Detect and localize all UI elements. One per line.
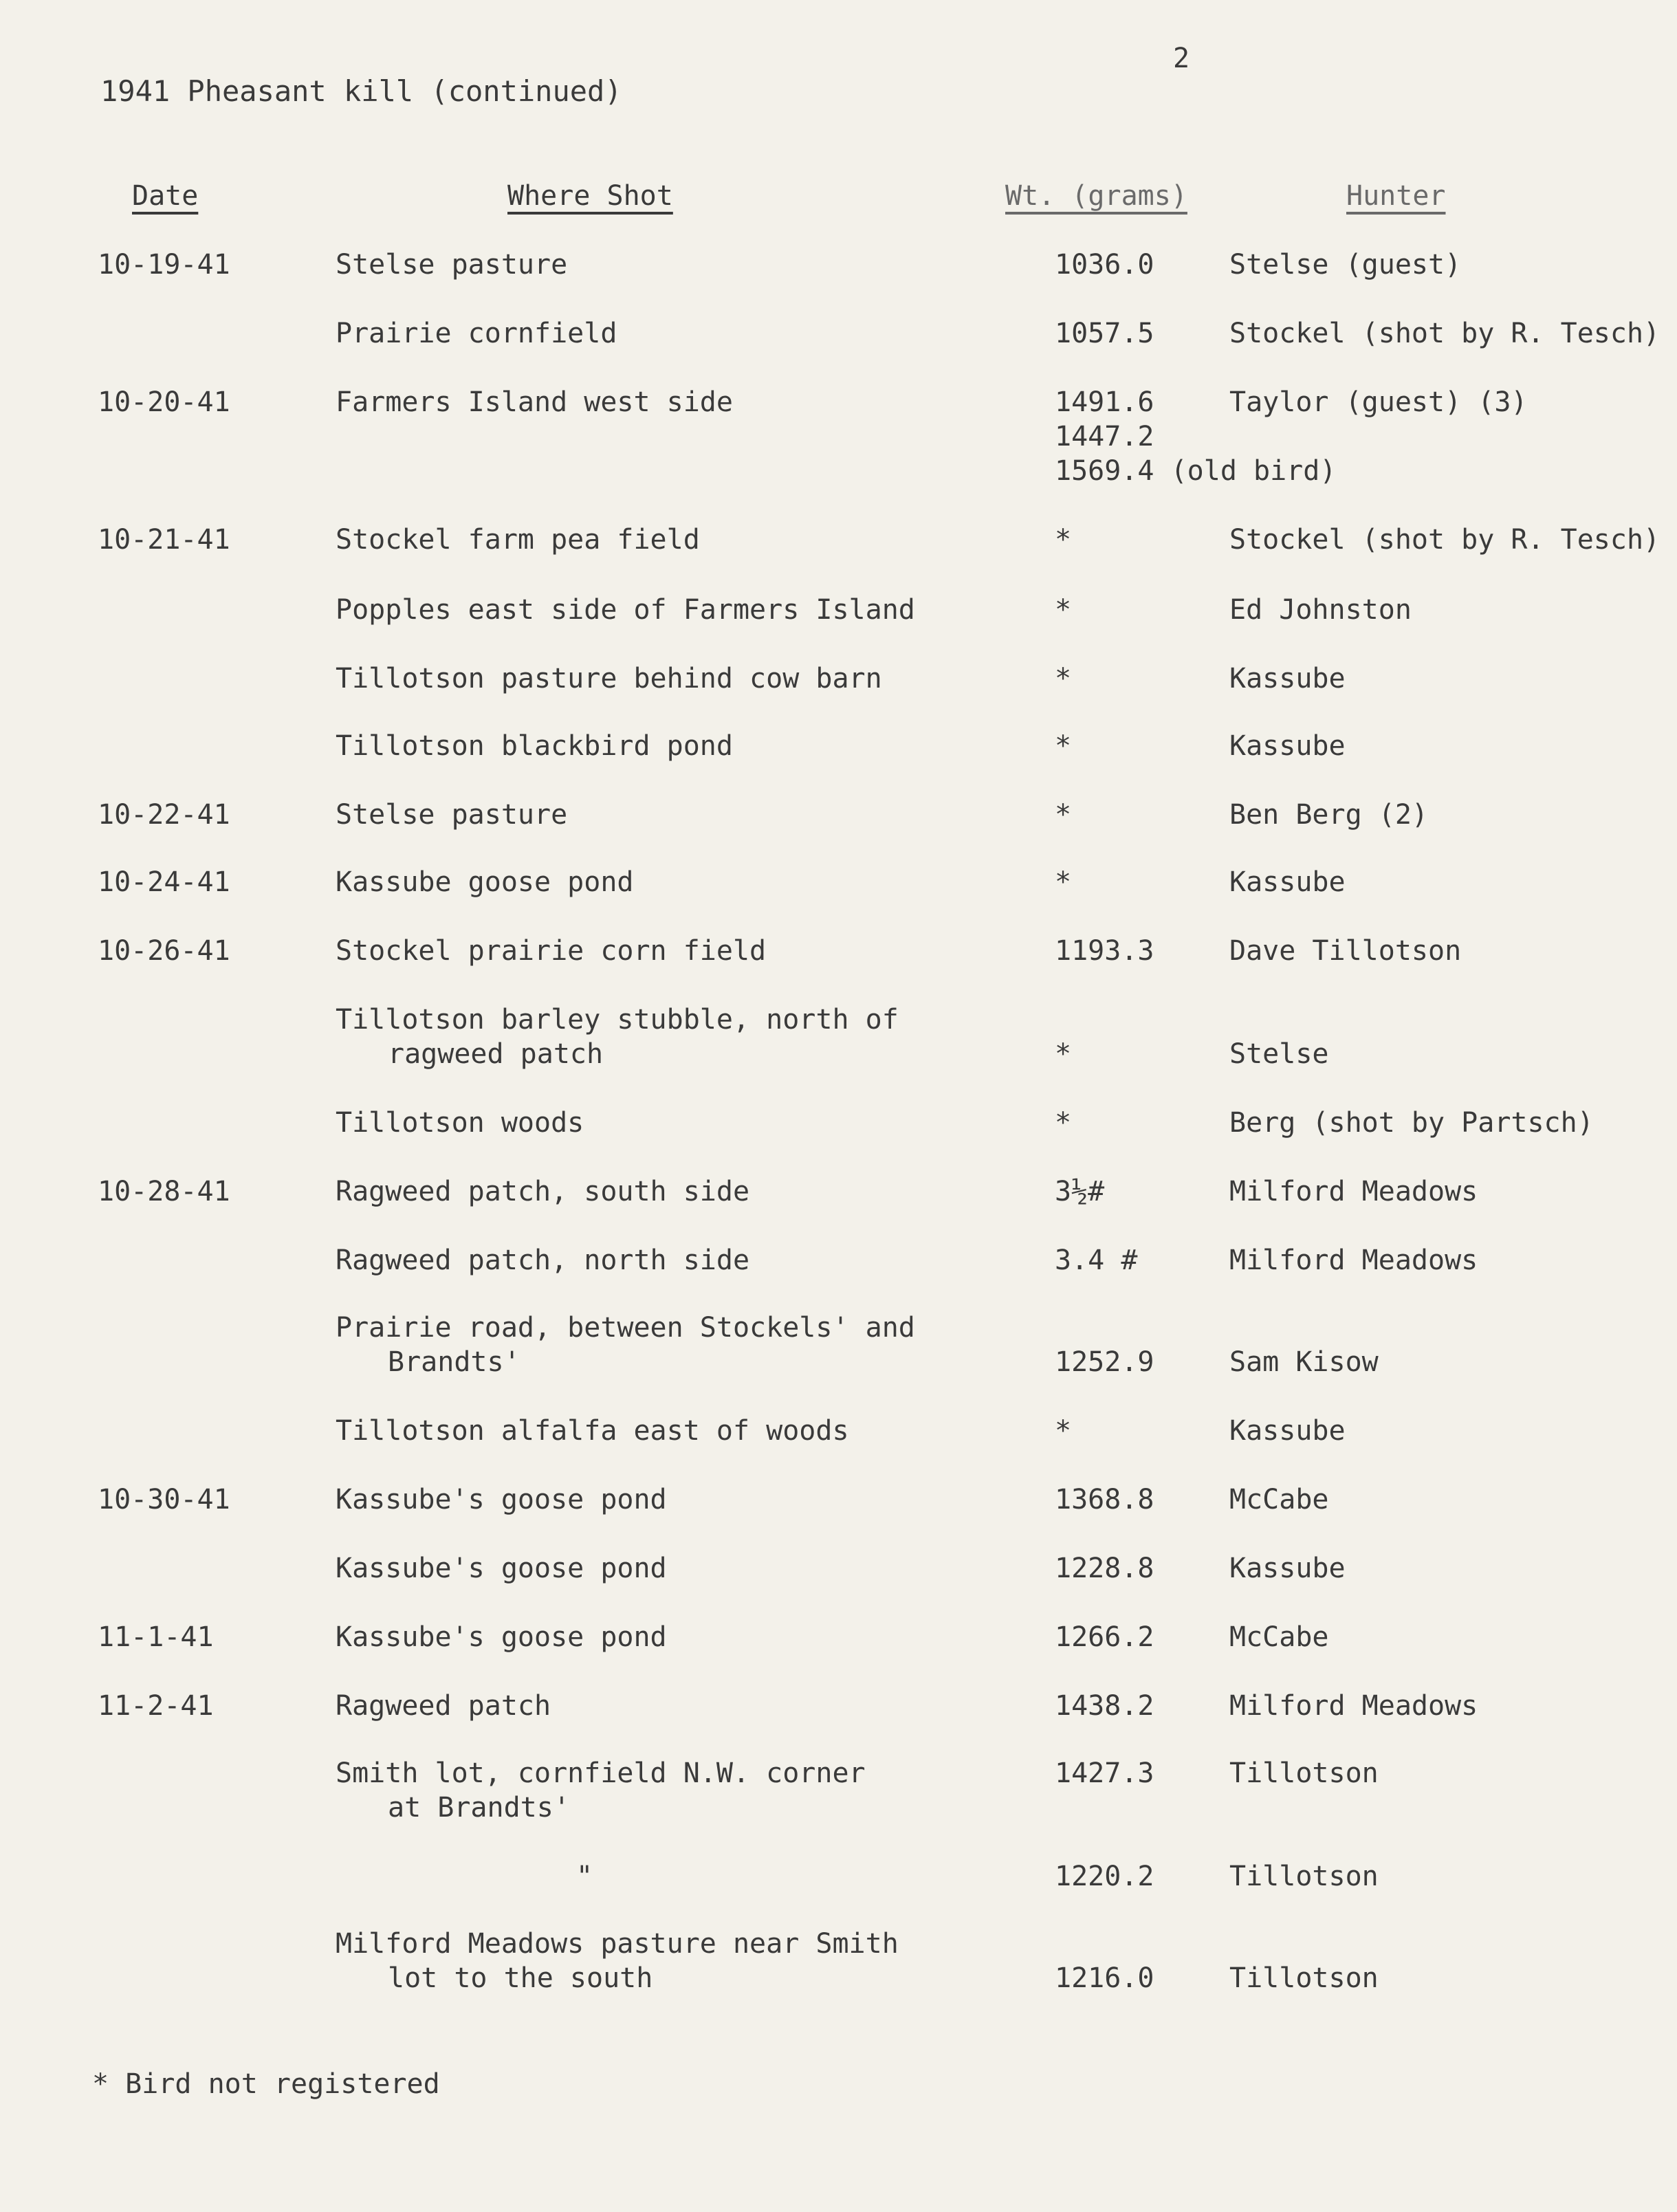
weight-value: * <box>1055 866 1072 898</box>
row-where-shot <box>336 1927 899 1995</box>
row-weight <box>1055 1174 1104 1209</box>
weight-value: * <box>1055 663 1072 694</box>
row-weight <box>1055 934 1154 968</box>
row-hunter: Ben Berg (2) <box>1229 799 1428 831</box>
row-where-shot <box>336 1174 749 1209</box>
row-hunter: Taylor (guest) (3) <box>1229 386 1528 418</box>
page-title: 1941 Pheasant kill (continued) <box>100 74 622 108</box>
row-date: 10-20-41 <box>98 386 230 418</box>
row-where-shot <box>336 1243 749 1278</box>
row-weight <box>1055 523 1071 557</box>
row-hunter: Berg (shot by Partsch) <box>1229 1107 1594 1139</box>
row-weight <box>1055 1620 1154 1654</box>
row-where-shot <box>336 523 700 557</box>
row-hunter: Tillotson <box>1229 1962 1379 1994</box>
page-number: 2 <box>1173 43 1190 74</box>
row-date: 10-19-41 <box>98 249 230 281</box>
row-date: 10-24-41 <box>98 866 230 898</box>
weight-value: 1057.5 <box>1055 318 1154 349</box>
where-line: Stockel farm pea field <box>336 524 700 556</box>
row-weight <box>1055 1859 1154 1894</box>
where-line: Tillotson alfalfa east of woods <box>336 1415 849 1447</box>
row-where-shot <box>336 1106 584 1140</box>
row-hunter: Kassube <box>1229 730 1346 762</box>
row-hunter: Stockel (shot by R. Tesch) <box>1229 524 1660 556</box>
weight-value: 1438.2 <box>1055 1690 1154 1722</box>
where-line: Prairie road, between Stockels' and <box>336 1312 915 1344</box>
row-where-shot <box>336 1414 849 1448</box>
row-weight <box>1055 1243 1137 1278</box>
row-hunter: McCabe <box>1229 1484 1329 1515</box>
row-where-shot <box>336 593 915 627</box>
row-weight <box>1055 1345 1154 1379</box>
where-line: Tillotson pasture behind cow barn <box>336 663 882 694</box>
weight-value: 1266.2 <box>1055 1621 1154 1653</box>
row-weight <box>1055 865 1071 899</box>
row-weight <box>1055 1106 1071 1140</box>
row-where-shot <box>336 798 567 832</box>
where-line: Milford Meadows pasture near Smith <box>336 1928 899 1960</box>
row-hunter: Milford Meadows <box>1229 1690 1478 1722</box>
row-hunter: Milford Meadows <box>1229 1176 1478 1207</box>
where-line: Ragweed patch, south side <box>336 1176 750 1207</box>
where-line: Kassube's goose pond <box>336 1553 667 1584</box>
row-where-shot <box>336 1311 915 1379</box>
row-hunter: Kassube <box>1229 1415 1346 1447</box>
row-hunter: Tillotson <box>1229 1757 1379 1789</box>
weight-value: * <box>1055 1038 1072 1070</box>
row-hunter: Stelse <box>1229 1038 1329 1070</box>
row-weight <box>1055 248 1154 282</box>
where-line: Popples east side of Farmers Island <box>336 594 915 626</box>
row-weight <box>1055 1551 1154 1586</box>
where-line: Ragweed patch <box>336 1690 551 1722</box>
weight-value: 1220.2 <box>1055 1861 1154 1892</box>
where-line: Prairie cornfield <box>336 318 617 349</box>
row-where-shot <box>336 934 766 968</box>
row-weight <box>1055 1756 1154 1791</box>
weight-value: 1036.0 <box>1055 249 1154 281</box>
where-line: Tillotson barley stubble, north of <box>336 1004 899 1036</box>
row-hunter: Kassube <box>1229 866 1346 898</box>
where-line: lot to the south <box>388 1962 653 1994</box>
where-line: Ragweed patch, north side <box>336 1245 750 1276</box>
where-line: Tillotson woods <box>336 1107 584 1139</box>
row-where-shot <box>336 1859 593 1894</box>
weight-value: * <box>1055 799 1072 831</box>
weight-value: 1193.3 <box>1055 935 1154 967</box>
header-weight: Wt. (grams) <box>1005 180 1187 212</box>
weight-value: * <box>1055 1107 1072 1139</box>
footnote: * Bird not registered <box>92 2068 440 2100</box>
row-where-shot <box>336 1689 551 1723</box>
header-date: Date <box>132 180 199 212</box>
row-where-shot <box>336 1551 667 1586</box>
row-hunter: Milford Meadows <box>1229 1245 1478 1276</box>
row-date: 10-26-41 <box>98 935 230 967</box>
where-line: Stelse pasture <box>336 249 568 281</box>
row-weight <box>1055 1961 1154 1995</box>
where-line: Farmers Island west side <box>336 386 733 418</box>
row-weight <box>1055 1689 1154 1723</box>
row-where-shot <box>336 661 882 696</box>
weight-value: * <box>1055 524 1072 556</box>
weight-value: 1228.8 <box>1055 1553 1154 1584</box>
row-weight <box>1055 798 1071 832</box>
row-weight <box>1055 316 1154 351</box>
weight-value: 3.4 # <box>1055 1245 1138 1276</box>
row-hunter: Dave Tillotson <box>1229 935 1462 967</box>
where-line: Kassube's goose pond <box>336 1484 667 1515</box>
row-hunter: Sam Kisow <box>1229 1346 1379 1378</box>
where-line: Kassube goose pond <box>336 866 634 898</box>
row-date: 11-1-41 <box>98 1621 214 1653</box>
row-weight <box>1055 593 1071 627</box>
where-line: ragweed patch <box>388 1038 604 1070</box>
row-where-shot <box>336 1620 667 1654</box>
weight-value: 1447.2 <box>1055 421 1154 452</box>
row-hunter: Ed Johnston <box>1229 594 1412 626</box>
row-hunter: Stockel (shot by R. Tesch) <box>1229 318 1660 349</box>
where-line: Smith lot, cornfield N.W. corner <box>336 1757 866 1789</box>
where-line: Brandts' <box>388 1346 520 1378</box>
row-weight <box>1055 1482 1154 1517</box>
where-line: Kassube's goose pond <box>336 1621 667 1653</box>
row-hunter: Stelse (guest) <box>1229 249 1462 281</box>
row-where-shot <box>336 729 733 763</box>
row-date: 10-30-41 <box>98 1484 230 1515</box>
weight-value: 1368.8 <box>1055 1484 1154 1515</box>
weight-value: 3½# <box>1055 1176 1105 1207</box>
row-where-shot <box>336 385 733 419</box>
row-hunter: McCabe <box>1229 1621 1329 1653</box>
row-where-shot <box>336 1756 866 1825</box>
row-weight <box>1055 729 1071 763</box>
row-where-shot <box>336 248 567 282</box>
row-where-shot <box>336 316 617 351</box>
where-line: Tillotson blackbird pond <box>336 730 733 762</box>
row-date: 11-2-41 <box>98 1690 214 1722</box>
where-line: Stockel prairie corn field <box>336 935 767 967</box>
row-date: 10-22-41 <box>98 799 230 831</box>
row-hunter: Kassube <box>1229 663 1346 694</box>
weight-value: 1427.3 <box>1055 1757 1154 1789</box>
weight-value: * <box>1055 594 1072 626</box>
row-weight <box>1055 1414 1071 1448</box>
header-where-shot: Where Shot <box>507 180 673 212</box>
where-line: at Brandts' <box>388 1792 570 1824</box>
weight-value: * <box>1055 1415 1072 1447</box>
row-date: 10-21-41 <box>98 524 230 556</box>
row-where-shot <box>336 1482 667 1517</box>
row-where-shot <box>336 1003 899 1071</box>
row-hunter: Tillotson <box>1229 1861 1379 1892</box>
header-hunter: Hunter <box>1346 180 1446 212</box>
row-weight <box>1055 661 1071 696</box>
row-date: 10-28-41 <box>98 1176 230 1207</box>
where-line: Stelse pasture <box>336 799 568 831</box>
weight-value: 1216.0 <box>1055 1962 1154 1994</box>
where-line: " <box>576 1861 593 1892</box>
row-weight <box>1055 1037 1071 1071</box>
weight-value: 1491.6 <box>1055 386 1154 418</box>
row-hunter: Kassube <box>1229 1553 1346 1584</box>
weight-value: 1252.9 <box>1055 1346 1154 1378</box>
row-where-shot <box>336 865 633 899</box>
weight-value: 1569.4 (old bird) <box>1055 455 1337 487</box>
weight-value: * <box>1055 730 1072 762</box>
